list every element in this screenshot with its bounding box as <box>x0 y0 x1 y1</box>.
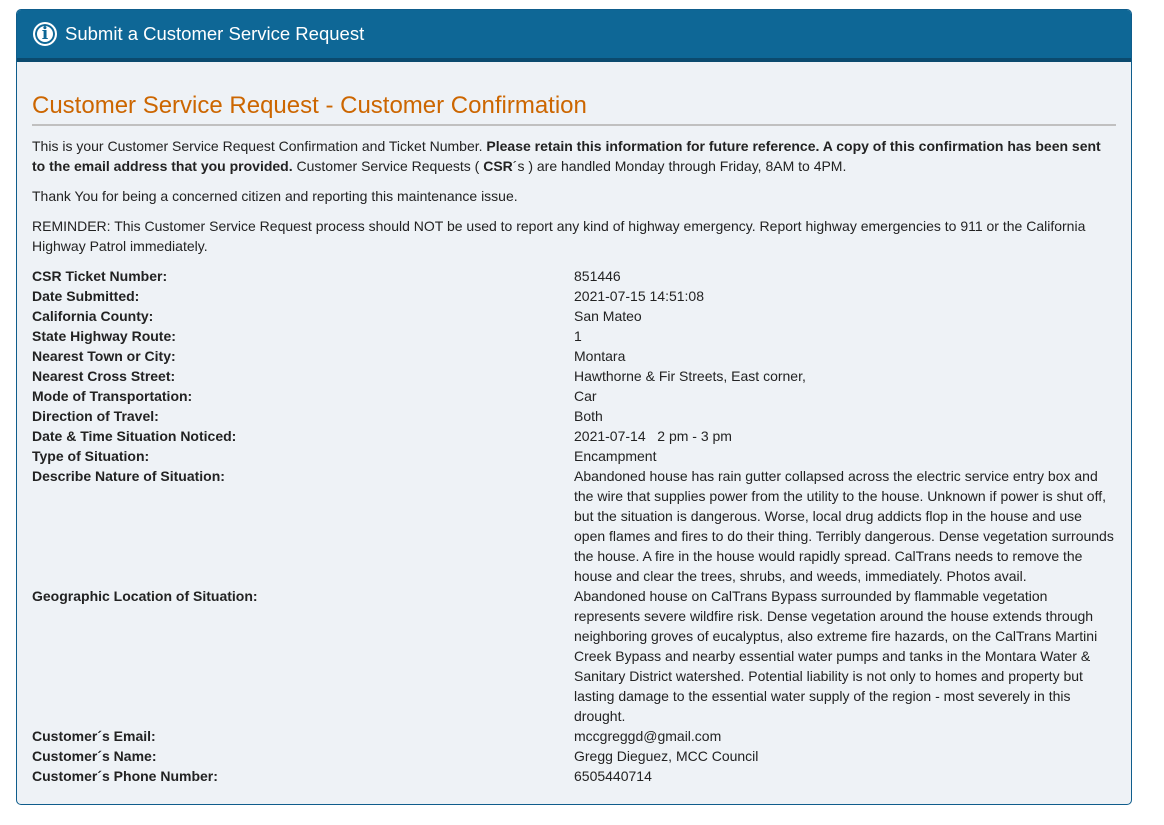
detail-label: Customer´s Name: <box>32 748 157 764</box>
intro-text-part-1: This is your Customer Service Request Confirmation and Ticket Number. <box>32 138 487 154</box>
detail-value: 851446 <box>574 268 621 284</box>
intro-text <box>32 136 1116 176</box>
csr-panel <box>16 9 1132 805</box>
reminder-text: REMINDER: This Customer Service Request process should NOT be used to report any kind of highway emergency. Report highway emergencies to 911 or the California Highway Patrol immediately. <box>32 218 1086 254</box>
panel-body <box>17 92 1131 786</box>
detail-label: Direction of Travel: <box>32 408 159 424</box>
detail-value: 2021-07-15 14:51:08 <box>574 288 704 304</box>
detail-value: 1 <box>574 328 582 344</box>
detail-value: Gregg Dieguez, MCC Council <box>574 748 759 764</box>
detail-value: Montara <box>574 348 626 364</box>
detail-label: Customer´s Phone Number: <box>32 768 218 784</box>
detail-value: Encampment <box>574 448 657 464</box>
detail-label: Mode of Transportation: <box>32 388 193 404</box>
detail-label: Customer´s Email: <box>32 728 156 744</box>
details-table <box>32 266 1116 786</box>
detail-label: Date Submitted: <box>32 288 140 304</box>
detail-value: Both <box>574 408 603 424</box>
thanks-text: Thank You for being a concerned citizen and reporting this maintenance issue. <box>32 188 518 204</box>
detail-value: Hawthorne & Fir Streets, East corner, <box>574 368 806 384</box>
detail-label: Nearest Town or City: <box>32 348 176 364</box>
detail-value: 2021-07-14 2 pm - 3 pm <box>574 428 732 444</box>
intro-text-part-2: Customer Service Requests ( <box>292 158 484 174</box>
detail-label: Geographic Location of Situation: <box>32 588 258 604</box>
detail-label: Describe Nature of Situation: <box>32 468 225 484</box>
panel-header <box>17 10 1131 62</box>
intro-text-part-3: ´s ) are handled Monday through Friday, 8AM to 4PM. <box>512 158 847 174</box>
detail-label: California County: <box>32 308 154 324</box>
detail-value: 6505440714 <box>574 768 652 784</box>
detail-label: CSR Ticket Number: <box>32 268 168 284</box>
intro-csr-abbrev: CSR <box>483 158 513 174</box>
detail-label: Nearest Cross Street: <box>32 368 176 384</box>
intro-text-bold: Please retain this information for future reference. A copy of this confirmation has been sent to the email address that you provided. <box>32 138 1101 174</box>
detail-value: Abandoned house has rain gutter collapsed across the electric service entry box and the wire that supplies power from the utility to the house. Unknown if power is shut off, but the situation is dangerous. Worse, local drug addicts flop in the house and use open flames and fires to do their thing. Terribly dangerous. Dense vegetation surrounds the house. A fire in the house would rapidly spread. CalTrans needs to remove the house and clear the trees, shrubs, and weeds, immediately. Photos avail. <box>574 468 1114 584</box>
info-icon: i <box>33 22 57 46</box>
detail-label: Type of Situation: <box>32 448 150 464</box>
detail-label: State Highway Route: <box>32 328 176 344</box>
detail-value: mccgreggd@gmail.com <box>574 728 722 744</box>
detail-label: Date & Time Situation Noticed: <box>32 428 237 444</box>
detail-value: Car <box>574 388 597 404</box>
panel-title: Submit a Customer Service Request <box>65 23 365 44</box>
detail-value: San Mateo <box>574 308 642 324</box>
page-title: Customer Service Request - Customer Confirmation <box>32 92 1116 126</box>
detail-value: Abandoned house on CalTrans Bypass surrounded by flammable vegetation represents severe wildfire risk. Dense vegetation around the house extends through neighboring groves of eucalyptus, also extreme fire hazards, on the CalTrans Martini Creek Bypass and nearby essential water pumps and tanks in the Montara Water & Sanitary District watershed. Potential liability is not only to homes and property but lasting damage to the essential water supply of the region - most severely in this drought. <box>574 588 1098 724</box>
